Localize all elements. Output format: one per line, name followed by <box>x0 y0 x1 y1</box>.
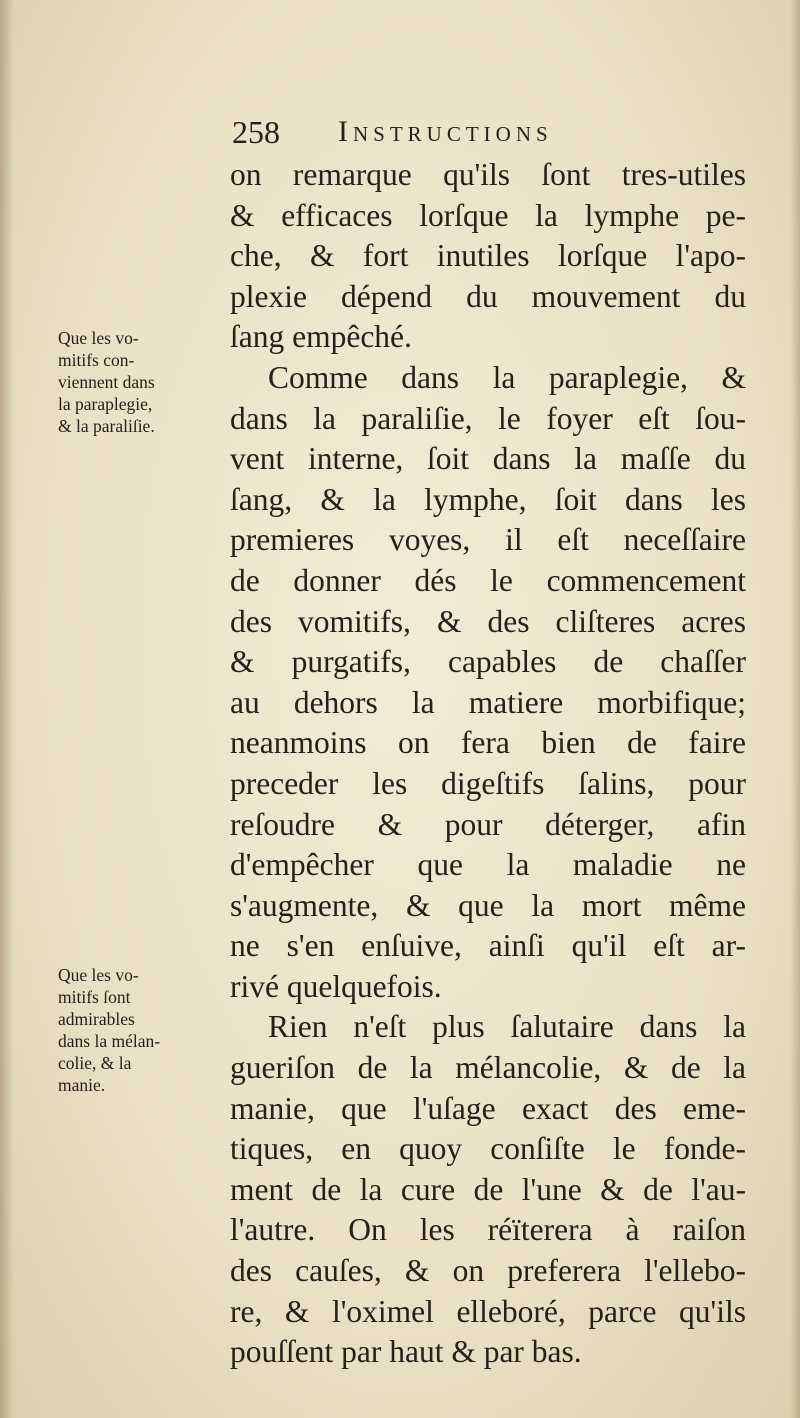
margin-note-line: viennent dans <box>58 372 155 392</box>
margin-note-line: la paraplegie, <box>58 394 153 414</box>
text-line: on remarque qu'ils ſont tres-utiles <box>230 157 746 192</box>
text-line: d'empêcher que la maladie ne <box>230 847 746 883</box>
margin-note-line: & la paraliſie. <box>58 416 155 436</box>
text-line: & purgatifs, capables de chaſſer <box>230 644 746 680</box>
text-line: au dehors la matiere morbifique; <box>230 684 746 720</box>
margin-note-line: colie, & la <box>58 1053 132 1073</box>
text-line: des cauſes, & on preferera l'ellebo- <box>230 1253 746 1289</box>
text-line: premieres voyes, il eſt neceſſaire <box>230 522 746 558</box>
text-line: plexie dépend du mouvement du <box>230 278 746 314</box>
margin-note-line: Que les vo- <box>58 328 139 348</box>
text-line: de donner dés le commencement <box>230 562 746 598</box>
margin-note-line: Que les vo- <box>58 965 139 985</box>
page-header <box>230 112 750 152</box>
margin-note-line: mitifs con- <box>58 350 135 370</box>
text-line: ne s'en enſuive, ainſi qu'il eſt ar- <box>230 928 746 964</box>
text-line: & efficaces lorſque la lymphe pe- <box>230 197 746 233</box>
text-line: dans la paraliſie, le foyer eſt ſou- <box>230 400 746 436</box>
text-line: pouſſent par haut & par bas. <box>230 1334 582 1370</box>
text-line: ſang, & la lymphe, ſoit dans les <box>230 481 746 517</box>
margin-note-line: manie. <box>58 1075 106 1095</box>
text-line: gueriſon de la mélancolie, & de la <box>230 1050 746 1086</box>
text-line: ſang empêché. <box>230 319 412 355</box>
text-line: Rien n'eſt plus ſalutaire dans la <box>268 1009 746 1045</box>
text-line: l'autre. On les réïterera à raiſon <box>230 1212 746 1248</box>
text-line: reſoudre & pour déterger, afin <box>230 806 746 842</box>
text-line: tiques, en quoy conſiſte le fonde- <box>230 1131 746 1167</box>
page-edge-shadow <box>790 0 800 1418</box>
margin-note-vomitifs-melancolie <box>58 964 224 1096</box>
text-line: des vomitifs, & des cliſteres acres <box>230 603 746 639</box>
text-line: vent interne, ſoit dans la maſſe du <box>230 441 746 477</box>
text-line: manie, que l'uſage exact des eme- <box>230 1090 746 1126</box>
text-line: Comme dans la paraplegie, & <box>268 359 746 395</box>
text-line: neanmoins on fera bien de faire <box>230 725 746 761</box>
margin-note-vomitifs-paraplegie <box>58 327 224 437</box>
page-number: 258 <box>232 114 280 150</box>
text-line: preceder les digeſtifs ſalins, pour <box>230 765 746 801</box>
text-line: ment de la cure de l'une & de l'au- <box>230 1171 746 1207</box>
text-line: che, & fort inutiles lorſque l'apo- <box>230 238 746 274</box>
running-title: Instructions <box>338 115 553 148</box>
page-gutter-shadow <box>0 0 14 1418</box>
margin-note-line: admirables <box>58 1009 135 1029</box>
margin-note-line: mitifs ſont <box>58 987 131 1007</box>
text-line: rivé quelquefois. <box>230 968 442 1004</box>
text-line: s'augmente, & que la mort même <box>230 887 746 923</box>
margin-note-line: dans la mélan- <box>58 1031 161 1051</box>
text-line: re, & l'oximel elleboré, parce qu'ils <box>230 1293 746 1329</box>
body-text <box>230 155 746 1373</box>
